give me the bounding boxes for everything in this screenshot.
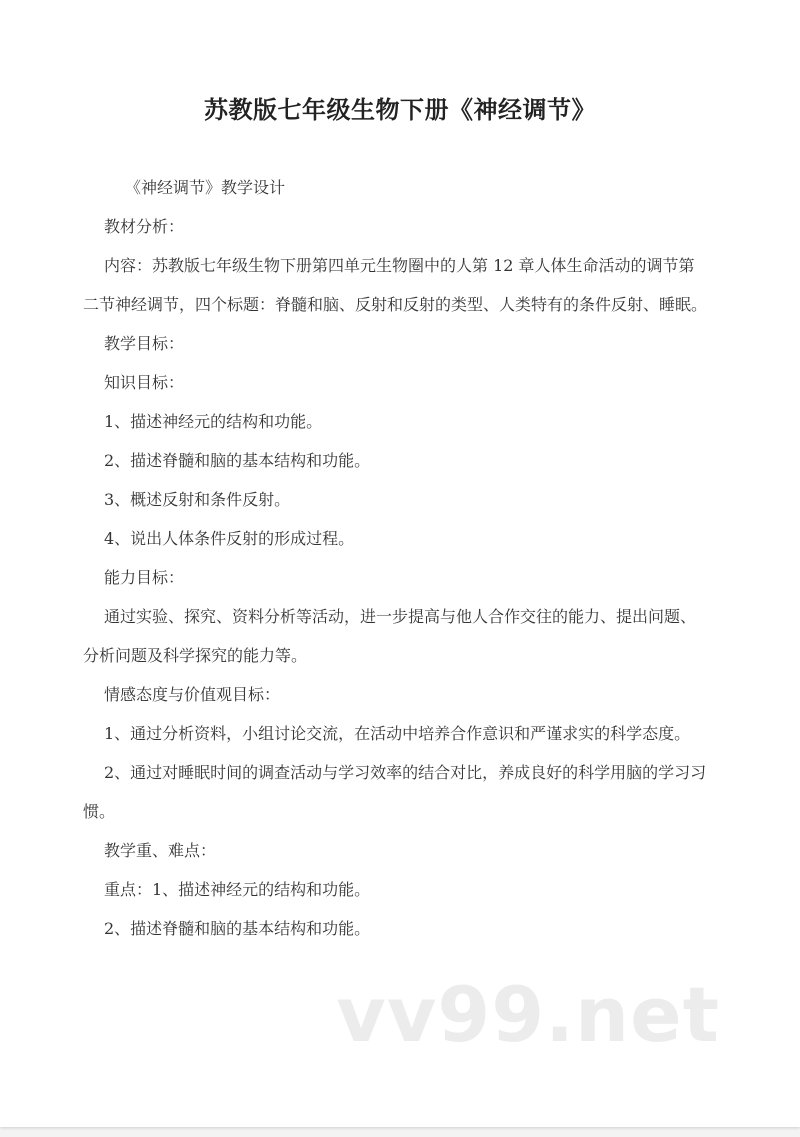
paragraph-attitude-2: 2、通过对睡眠时间的调查活动与学习效率的结合对比，养成良好的科学用脑的学习习惯。 bbox=[83, 763, 707, 821]
document-body bbox=[83, 168, 708, 948]
paragraph-content: 内容：苏教版七年级生物下册第四单元生物圈中的人第 12 章人体生命活动的调节第二节神经调节，四个标题：脊髓和脑、反射和反射的类型、人类特有的条件反射、睡眠。 bbox=[83, 256, 708, 314]
paragraph-knowledge-1: 1、描述神经元的结构和功能。 bbox=[104, 412, 323, 431]
paragraph-material-analysis: 教材分析： bbox=[104, 217, 185, 236]
paragraph-teaching-goals: 教学目标： bbox=[104, 334, 185, 353]
paragraph-key-point-2: 2、描述脊髓和脑的基本结构和功能。 bbox=[104, 919, 371, 938]
paragraph-knowledge-2: 2、描述脊髓和脑的基本结构和功能。 bbox=[104, 451, 371, 470]
document-title: 苏教版七年级生物下册《神经调节》 bbox=[204, 96, 596, 124]
paragraph-knowledge-3: 3、概述反射和条件反射。 bbox=[104, 490, 291, 509]
paragraph-knowledge-4: 4、说出人体条件反射的形成过程。 bbox=[104, 529, 355, 548]
paragraph-attitude-goals: 情感态度与价值观目标： bbox=[104, 685, 281, 704]
paragraph-ability-content: 通过实验、探究、资料分析等活动，进一步提高与他人合作交往的能力、提出问题、分析问题及科学探究的能力等。 bbox=[83, 607, 697, 665]
paragraph-knowledge-goals: 知识目标： bbox=[104, 373, 185, 392]
paragraph-key-difficult: 教学重、难点： bbox=[104, 841, 217, 860]
paragraph-design-heading: 《神经调节》教学设计 bbox=[125, 178, 286, 197]
paragraph-ability-goals: 能力目标： bbox=[104, 568, 185, 587]
watermark: vv99.net bbox=[336, 970, 720, 1059]
paragraph-attitude-1: 1、通过分析资料，小组讨论交流，在活动中培养合作意识和严谨求实的科学态度。 bbox=[104, 724, 691, 743]
paragraph-key-point-1: 重点：1、描述神经元的结构和功能。 bbox=[104, 880, 371, 899]
